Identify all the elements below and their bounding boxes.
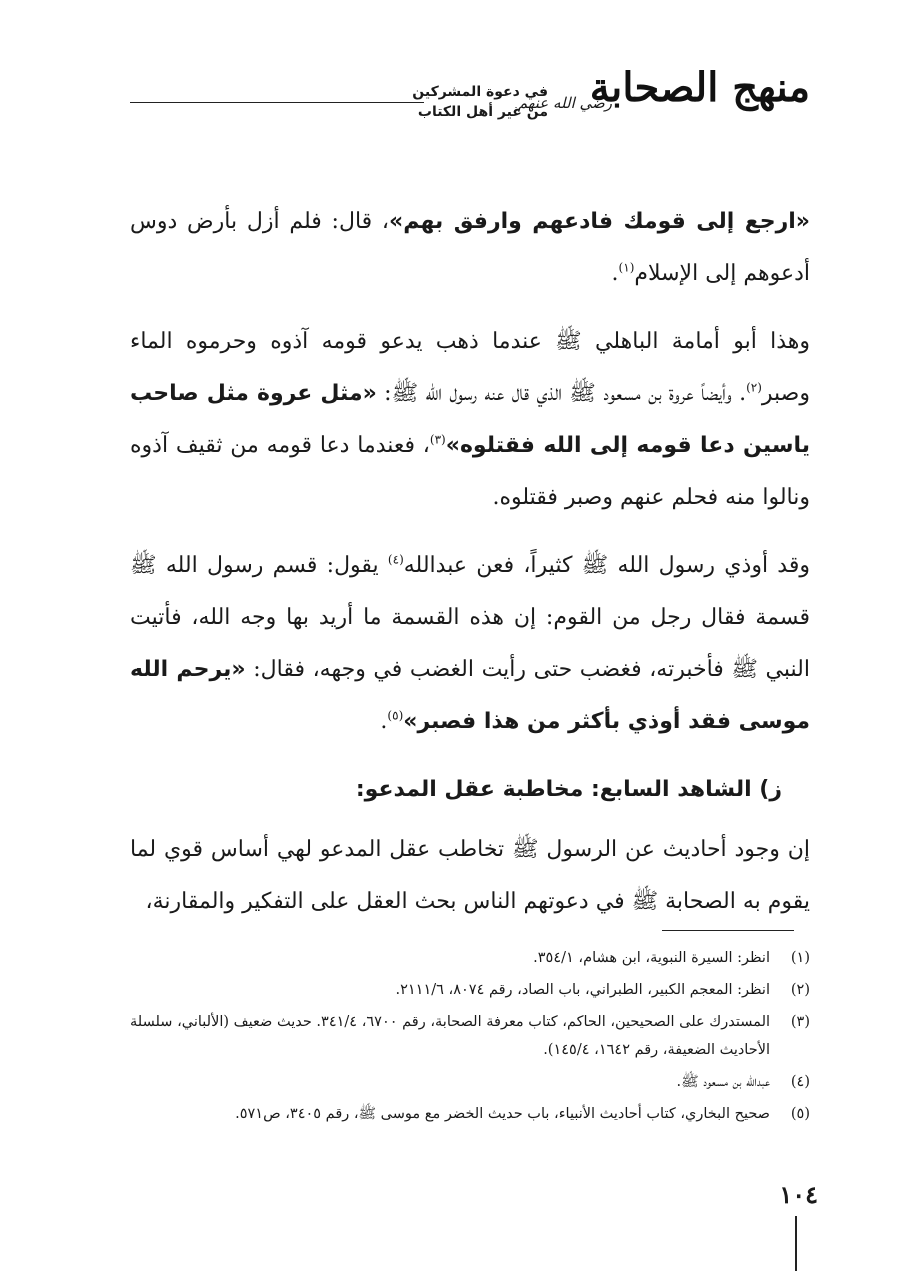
paragraph-text: . [380,709,388,734]
main-text [130,196,810,944]
paragraph-2 [130,316,810,524]
footnote-2 [130,976,810,1004]
footnote-ref: (٥) [387,708,404,723]
paragraph-4: إن وجود أحاديث عن الرسول ﷺ تخاطب عقل المدعو لهي أساس قوي لما يقوم به الصحابة ﷺ في دعوتهم الناس بحث العقل على التفكير والمقارنة، [130,837,810,914]
footnote-number: (٤) [790,1074,810,1090]
paragraph-text: وهذا أبو أمامة الباهلي ﷺ عندما ذهب يدعو قومه آذوه وحرموه الماء وصبر [130,329,810,406]
hadith-quote: «ارجع إلى قومك فادعهم وارفق بهم» [389,209,810,234]
paragraph-text: . وأيضاً عروة بن مسعود ﷺ الذي قال عنه رسول الله ﷺ: [376,381,747,406]
footnote-text: انظر: السيرة النبوية، ابن هشام، ٣٥٤/١. [533,950,770,966]
footnotes [130,944,810,1132]
page-number-rule [795,1216,797,1271]
subtitle-line-1: في دعوة المشركين [412,84,548,100]
footnote-text: انظر: المعجم الكبير، الطبراني، باب الصاد، رقم ٨٠٧٤، ٢١١١/٦. [395,982,770,998]
footnote-number: (٢) [790,982,810,998]
paragraph-text: يقول: قسم رسول الله ﷺ قسمة فقال رجل من القوم: إن هذه القسمة ما أريد بها وجه الله، فأتيت النبي ﷺ فأخبرته، فغضب حتى رأيت الغضب في وجهه، فقال: [130,553,810,682]
honorific: رضي الله عنهم [517,94,612,112]
footnote-text: عبدالله بن مسعود ﷺ. [676,1074,770,1090]
footnote-ref: (٤) [387,552,404,567]
footnote-1 [130,944,810,972]
footnote-3 [130,1008,810,1064]
footnote-4 [130,1068,810,1096]
header-rule [130,102,424,103]
paragraph-text: وقد أوذي رسول الله ﷺ كثيراً، فعن عبدالله [403,553,810,578]
subtitle-line-2: من غير أهل الكتاب [417,104,548,120]
footnote-separator [662,930,794,931]
footnote-ref: (١) [618,260,635,275]
paragraph-text: ، فعندما دعا قومه من ثقيف آذوه ونالوا منه فحلم عنهم وصبر فقتلوه. [130,433,810,510]
footnote-number: (٣) [790,1014,811,1030]
footnote-text: المستدرك على الصحيحين، الحاكم، كتاب معرفة الصحابة، رقم ٦٧٠٠، ٣٤١/٤. حديث ضعيف (الألباني، سلسلة الأحاديث الضعيفة، رقم ١٦٤٢، ١٤٥/٤). [130,1014,771,1058]
book-subtitle [412,82,548,122]
footnote-5 [130,1100,810,1128]
paragraph-1 [130,196,810,300]
paragraph-text: ، قال: فلم أزل بأرض دوس أدعوهم إلى الإسلام [130,209,810,286]
footnote-ref: (٢) [746,380,762,395]
footnote-ref: (٣) [429,432,446,447]
page-number: ١٠٤ [779,1180,818,1209]
page-header [130,60,810,160]
section-heading: ز) الشاهد السابع: مخاطبة عقل المدعو: [355,777,782,802]
footnote-text: صحيح البخاري، كتاب أحاديث الأنبياء، باب حديث الخضر مع موسى ﷺ، رقم ٣٤٠٥، ص٥٧١. [235,1106,770,1122]
footnote-number: (٥) [790,1106,810,1122]
footnote-number: (١) [790,950,810,966]
hadith-quote: «مثل عروة مثل صاحب ياسين دعا قومه إلى الله فقتلوه» [130,381,810,458]
paragraph-text: . [611,261,619,286]
book-title-logo: منهج الصحابة [589,64,810,111]
hadith-quote: «يرحم الله موسى فقد أوذي بأكثر من هذا فصبر» [130,657,810,734]
paragraph-3 [130,540,810,748]
